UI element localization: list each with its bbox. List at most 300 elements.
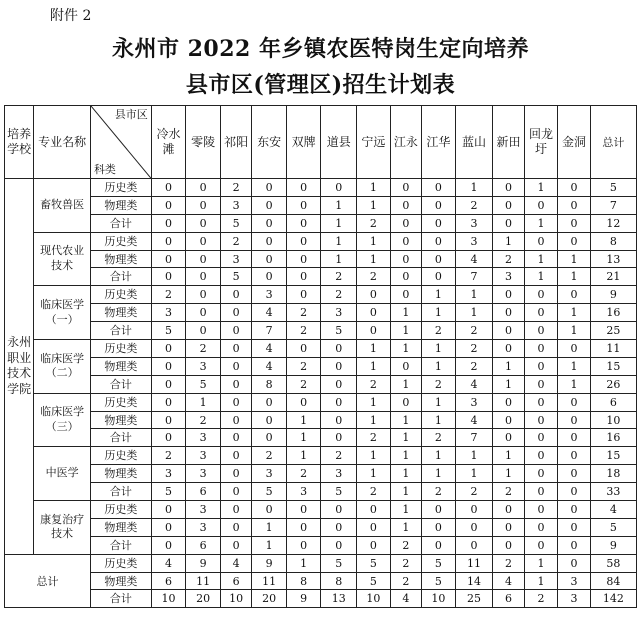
value-cell: 0 xyxy=(252,501,287,519)
value-cell: 0 xyxy=(558,340,590,358)
value-cell: 0 xyxy=(558,286,590,304)
value-cell: 5 xyxy=(321,483,357,501)
value-cell: 0 xyxy=(321,518,357,536)
value-cell: 9 xyxy=(590,536,636,554)
enrollment-plan-table xyxy=(4,105,637,608)
major-name-cell: 临床医学（二） xyxy=(34,340,91,394)
value-cell: 2 xyxy=(151,286,186,304)
category-cell: 合计 xyxy=(90,322,151,340)
value-cell: 2 xyxy=(455,357,493,375)
value-cell: 0 xyxy=(558,393,590,411)
value-cell: 5 xyxy=(321,554,357,572)
table-row xyxy=(5,357,637,375)
value-cell: 11 xyxy=(455,554,493,572)
value-cell: 0 xyxy=(524,447,558,465)
page-title-line2: 县市区(管理区)招生计划表 xyxy=(185,72,456,98)
value-cell: 9 xyxy=(286,590,321,608)
value-cell: 0 xyxy=(321,393,357,411)
table-row xyxy=(5,232,637,250)
value-cell: 8 xyxy=(286,572,321,590)
value-cell: 8 xyxy=(321,572,357,590)
table-row xyxy=(5,483,637,501)
value-cell: 0 xyxy=(524,322,558,340)
value-cell: 5 xyxy=(422,554,456,572)
table-row xyxy=(5,465,637,483)
value-cell: 0 xyxy=(321,375,357,393)
value-cell: 3 xyxy=(186,447,221,465)
value-cell: 10 xyxy=(357,590,391,608)
value-cell: 0 xyxy=(220,411,251,429)
value-cell: 2 xyxy=(422,322,456,340)
value-cell: 5 xyxy=(357,554,391,572)
value-cell: 0 xyxy=(286,196,321,214)
value-cell: 2 xyxy=(455,483,493,501)
value-cell: 0 xyxy=(252,393,287,411)
value-cell: 0 xyxy=(252,232,287,250)
value-cell: 16 xyxy=(590,304,636,322)
attachment-label: 附件 2 xyxy=(50,8,92,24)
value-cell: 0 xyxy=(151,214,186,232)
value-cell: 1 xyxy=(558,304,590,322)
value-cell: 1 xyxy=(422,393,456,411)
value-cell: 16 xyxy=(590,429,636,447)
value-cell: 1 xyxy=(493,375,524,393)
major-name-cell: 临床医学（一） xyxy=(34,286,91,340)
value-cell: 0 xyxy=(558,196,590,214)
value-cell: 0 xyxy=(220,322,251,340)
major-name-cell: 现代农业技术 xyxy=(34,232,91,286)
value-cell: 0 xyxy=(286,340,321,358)
value-cell: 9 xyxy=(590,286,636,304)
value-cell: 0 xyxy=(558,483,590,501)
value-cell: 0 xyxy=(558,554,590,572)
category-cell: 历史类 xyxy=(90,340,151,358)
value-cell: 2 xyxy=(493,483,524,501)
value-cell: 3 xyxy=(151,465,186,483)
table-row xyxy=(5,375,637,393)
value-cell: 2 xyxy=(357,214,391,232)
table-row xyxy=(5,572,637,590)
value-cell: 0 xyxy=(422,250,456,268)
value-cell: 0 xyxy=(286,250,321,268)
value-cell: 0 xyxy=(493,501,524,519)
value-cell: 2 xyxy=(524,590,558,608)
value-cell: 1 xyxy=(357,340,391,358)
value-cell: 0 xyxy=(524,518,558,536)
county-header: 东安 xyxy=(252,106,287,179)
value-cell: 0 xyxy=(524,501,558,519)
county-header: 冷水滩 xyxy=(151,106,186,179)
school-name-cell: 永州职业技术学院 xyxy=(5,179,34,555)
value-cell: 0 xyxy=(321,340,357,358)
value-cell: 1 xyxy=(493,465,524,483)
major-name-cell: 康复治疗技术 xyxy=(34,501,91,555)
value-cell: 0 xyxy=(493,286,524,304)
value-cell: 0 xyxy=(220,357,251,375)
value-cell: 33 xyxy=(590,483,636,501)
value-cell: 3 xyxy=(455,393,493,411)
value-cell: 8 xyxy=(590,232,636,250)
value-cell: 4 xyxy=(252,357,287,375)
value-cell: 0 xyxy=(558,501,590,519)
value-cell: 0 xyxy=(422,196,456,214)
category-cell: 合计 xyxy=(90,483,151,501)
value-cell: 0 xyxy=(493,214,524,232)
major-name-cell: 临床医学（三） xyxy=(34,393,91,447)
value-cell: 5 xyxy=(321,322,357,340)
value-cell: 7 xyxy=(455,429,493,447)
value-cell: 6 xyxy=(493,590,524,608)
value-cell: 2 xyxy=(455,196,493,214)
table-row xyxy=(5,518,637,536)
value-cell: 3 xyxy=(252,465,287,483)
value-cell: 4 xyxy=(390,590,421,608)
value-cell: 0 xyxy=(186,214,221,232)
county-label: 县市区 xyxy=(114,108,148,121)
value-cell: 3 xyxy=(186,518,221,536)
value-cell: 2 xyxy=(286,357,321,375)
value-cell: 3 xyxy=(286,483,321,501)
value-cell: 7 xyxy=(590,196,636,214)
value-cell: 10 xyxy=(422,590,456,608)
value-cell: 1 xyxy=(357,250,391,268)
value-cell: 4 xyxy=(252,304,287,322)
value-cell: 8 xyxy=(252,375,287,393)
value-cell: 0 xyxy=(357,322,391,340)
category-cell: 合计 xyxy=(90,375,151,393)
value-cell: 6 xyxy=(186,483,221,501)
value-cell: 26 xyxy=(590,375,636,393)
value-cell: 5 xyxy=(422,572,456,590)
value-cell: 0 xyxy=(390,179,421,197)
category-cell: 合计 xyxy=(90,536,151,554)
value-cell: 1 xyxy=(186,393,221,411)
value-cell: 2 xyxy=(321,268,357,286)
category-cell: 历史类 xyxy=(90,554,151,572)
county-header: 宁远 xyxy=(357,106,391,179)
value-cell: 1 xyxy=(422,340,456,358)
value-cell: 1 xyxy=(357,447,391,465)
value-cell: 0 xyxy=(493,322,524,340)
value-cell: 0 xyxy=(286,286,321,304)
value-cell: 5 xyxy=(220,268,251,286)
value-cell: 2 xyxy=(357,268,391,286)
value-cell: 0 xyxy=(390,196,421,214)
value-cell: 1 xyxy=(455,304,493,322)
value-cell: 2 xyxy=(357,483,391,501)
table-row xyxy=(5,214,637,232)
value-cell: 0 xyxy=(151,357,186,375)
table-row xyxy=(5,250,637,268)
value-cell: 9 xyxy=(252,554,287,572)
value-cell: 11 xyxy=(252,572,287,590)
value-cell: 0 xyxy=(390,250,421,268)
value-cell: 4 xyxy=(493,572,524,590)
value-cell: 4 xyxy=(252,340,287,358)
value-cell: 3 xyxy=(186,501,221,519)
value-cell: 0 xyxy=(524,232,558,250)
value-cell: 25 xyxy=(590,322,636,340)
value-cell: 0 xyxy=(286,518,321,536)
value-cell: 3 xyxy=(186,429,221,447)
county-header: 江永 xyxy=(390,106,421,179)
value-cell: 0 xyxy=(151,536,186,554)
table-row xyxy=(5,286,637,304)
value-cell: 0 xyxy=(524,304,558,322)
value-cell: 7 xyxy=(252,322,287,340)
value-cell: 0 xyxy=(186,268,221,286)
value-cell: 1 xyxy=(422,447,456,465)
value-cell: 1 xyxy=(558,322,590,340)
value-cell: 2 xyxy=(455,340,493,358)
category-cell: 合计 xyxy=(90,590,151,608)
value-cell: 2 xyxy=(186,411,221,429)
value-cell: 0 xyxy=(220,375,251,393)
diagonal-header-cell xyxy=(90,106,151,179)
category-cell: 物理类 xyxy=(90,518,151,536)
table-row xyxy=(5,501,637,519)
value-cell: 0 xyxy=(286,232,321,250)
county-header: 金洞 xyxy=(558,106,590,179)
value-cell: 1 xyxy=(321,196,357,214)
total-header: 总计 xyxy=(590,106,636,179)
value-cell: 0 xyxy=(286,536,321,554)
value-cell: 0 xyxy=(220,518,251,536)
value-cell: 18 xyxy=(590,465,636,483)
value-cell: 4 xyxy=(220,554,251,572)
value-cell: 0 xyxy=(357,501,391,519)
value-cell: 2 xyxy=(286,304,321,322)
value-cell: 14 xyxy=(455,572,493,590)
value-cell: 2 xyxy=(390,536,421,554)
value-cell: 0 xyxy=(390,214,421,232)
county-header: 新田 xyxy=(493,106,524,179)
value-cell: 1 xyxy=(390,429,421,447)
value-cell: 0 xyxy=(422,501,456,519)
value-cell: 3 xyxy=(558,572,590,590)
value-cell: 0 xyxy=(220,536,251,554)
value-cell: 0 xyxy=(151,429,186,447)
value-cell: 0 xyxy=(558,429,590,447)
value-cell: 1 xyxy=(558,268,590,286)
value-cell: 2 xyxy=(220,179,251,197)
value-cell: 0 xyxy=(321,411,357,429)
category-cell: 物理类 xyxy=(90,357,151,375)
category-cell: 合计 xyxy=(90,214,151,232)
value-cell: 3 xyxy=(252,286,287,304)
major-name-cell: 中医学 xyxy=(34,447,91,501)
value-cell: 1 xyxy=(455,286,493,304)
value-cell: 2 xyxy=(186,340,221,358)
value-cell: 0 xyxy=(186,250,221,268)
value-cell: 5 xyxy=(220,214,251,232)
value-cell: 1 xyxy=(390,447,421,465)
value-cell: 0 xyxy=(220,429,251,447)
value-cell: 4 xyxy=(151,554,186,572)
value-cell: 2 xyxy=(422,375,456,393)
value-cell: 0 xyxy=(455,518,493,536)
value-cell: 1 xyxy=(493,232,524,250)
value-cell: 0 xyxy=(252,196,287,214)
value-cell: 2 xyxy=(252,447,287,465)
value-cell: 1 xyxy=(455,447,493,465)
county-header: 蓝山 xyxy=(455,106,493,179)
value-cell: 0 xyxy=(252,250,287,268)
value-cell: 3 xyxy=(455,214,493,232)
value-cell: 0 xyxy=(186,286,221,304)
value-cell: 2 xyxy=(286,322,321,340)
value-cell: 1 xyxy=(321,214,357,232)
value-cell: 6 xyxy=(186,536,221,554)
value-cell: 0 xyxy=(493,411,524,429)
value-cell: 1 xyxy=(357,393,391,411)
value-cell: 1 xyxy=(422,411,456,429)
table-row xyxy=(5,179,637,197)
value-cell: 0 xyxy=(493,340,524,358)
value-cell: 0 xyxy=(286,179,321,197)
value-cell: 0 xyxy=(390,357,421,375)
value-cell: 0 xyxy=(252,429,287,447)
value-cell: 0 xyxy=(286,268,321,286)
value-cell: 0 xyxy=(220,304,251,322)
value-cell: 1 xyxy=(321,250,357,268)
value-cell: 25 xyxy=(455,590,493,608)
value-cell: 4 xyxy=(590,501,636,519)
value-cell: 0 xyxy=(493,536,524,554)
value-cell: 0 xyxy=(252,214,287,232)
category-cell: 历史类 xyxy=(90,501,151,519)
value-cell: 0 xyxy=(558,232,590,250)
value-cell: 0 xyxy=(524,196,558,214)
value-cell: 1 xyxy=(252,518,287,536)
value-cell: 0 xyxy=(151,501,186,519)
value-cell: 0 xyxy=(524,393,558,411)
value-cell: 0 xyxy=(493,179,524,197)
value-cell: 0 xyxy=(493,518,524,536)
value-cell: 0 xyxy=(186,322,221,340)
table-row xyxy=(5,304,637,322)
value-cell: 0 xyxy=(252,411,287,429)
value-cell: 84 xyxy=(590,572,636,590)
value-cell: 3 xyxy=(186,465,221,483)
county-header: 双牌 xyxy=(286,106,321,179)
value-cell: 6 xyxy=(151,572,186,590)
value-cell: 0 xyxy=(220,286,251,304)
category-cell: 物理类 xyxy=(90,572,151,590)
value-cell: 0 xyxy=(455,536,493,554)
value-cell: 21 xyxy=(590,268,636,286)
value-cell: 3 xyxy=(321,465,357,483)
value-cell: 6 xyxy=(590,393,636,411)
value-cell: 1 xyxy=(286,554,321,572)
value-cell: 0 xyxy=(390,232,421,250)
category-cell: 物理类 xyxy=(90,465,151,483)
county-header: 道县 xyxy=(321,106,357,179)
value-cell: 0 xyxy=(422,518,456,536)
value-cell: 4 xyxy=(455,250,493,268)
value-cell: 10 xyxy=(151,590,186,608)
value-cell: 5 xyxy=(151,483,186,501)
value-cell: 0 xyxy=(321,501,357,519)
value-cell: 0 xyxy=(558,518,590,536)
value-cell: 0 xyxy=(558,447,590,465)
value-cell: 0 xyxy=(151,340,186,358)
value-cell: 0 xyxy=(558,179,590,197)
value-cell: 2 xyxy=(357,375,391,393)
value-cell: 2 xyxy=(220,232,251,250)
value-cell: 1 xyxy=(390,518,421,536)
value-cell: 2 xyxy=(321,286,357,304)
value-cell: 3 xyxy=(321,304,357,322)
value-cell: 2 xyxy=(493,554,524,572)
value-cell: 0 xyxy=(151,375,186,393)
major-name-cell: 畜牧兽医 xyxy=(34,179,91,233)
county-header: 回龙圩 xyxy=(524,106,558,179)
value-cell: 11 xyxy=(186,572,221,590)
value-cell: 1 xyxy=(422,286,456,304)
value-cell: 1 xyxy=(286,411,321,429)
value-cell: 0 xyxy=(252,268,287,286)
value-cell: 0 xyxy=(151,250,186,268)
value-cell: 2 xyxy=(422,429,456,447)
value-cell: 2 xyxy=(422,483,456,501)
value-cell: 0 xyxy=(151,411,186,429)
value-cell: 1 xyxy=(286,429,321,447)
value-cell: 0 xyxy=(524,411,558,429)
value-cell: 3 xyxy=(220,196,251,214)
value-cell: 0 xyxy=(220,340,251,358)
value-cell: 0 xyxy=(321,429,357,447)
value-cell: 6 xyxy=(220,572,251,590)
value-cell: 0 xyxy=(252,179,287,197)
value-cell: 2 xyxy=(390,572,421,590)
value-cell: 1 xyxy=(524,179,558,197)
value-cell: 0 xyxy=(286,393,321,411)
value-cell: 0 xyxy=(390,268,421,286)
value-cell: 0 xyxy=(524,536,558,554)
value-cell: 20 xyxy=(252,590,287,608)
value-cell: 0 xyxy=(357,536,391,554)
major-header: 专业名称 xyxy=(34,106,91,179)
value-cell: 0 xyxy=(321,357,357,375)
value-cell: 3 xyxy=(220,250,251,268)
value-cell: 0 xyxy=(220,465,251,483)
table-row xyxy=(5,429,637,447)
value-cell: 15 xyxy=(590,357,636,375)
value-cell: 0 xyxy=(558,536,590,554)
value-cell: 3 xyxy=(186,357,221,375)
value-cell: 0 xyxy=(151,179,186,197)
value-cell: 0 xyxy=(151,232,186,250)
value-cell: 1 xyxy=(390,322,421,340)
value-cell: 13 xyxy=(590,250,636,268)
category-cell: 物理类 xyxy=(90,250,151,268)
value-cell: 0 xyxy=(357,304,391,322)
value-cell: 0 xyxy=(321,179,357,197)
value-cell: 2 xyxy=(321,447,357,465)
value-cell: 0 xyxy=(524,465,558,483)
value-cell: 20 xyxy=(186,590,221,608)
category-cell: 历史类 xyxy=(90,447,151,465)
value-cell: 1 xyxy=(493,447,524,465)
value-cell: 1 xyxy=(422,465,456,483)
value-cell: 0 xyxy=(422,232,456,250)
value-cell: 5 xyxy=(590,518,636,536)
value-cell: 0 xyxy=(357,518,391,536)
value-cell: 5 xyxy=(357,572,391,590)
value-cell: 1 xyxy=(390,483,421,501)
value-cell: 0 xyxy=(151,268,186,286)
